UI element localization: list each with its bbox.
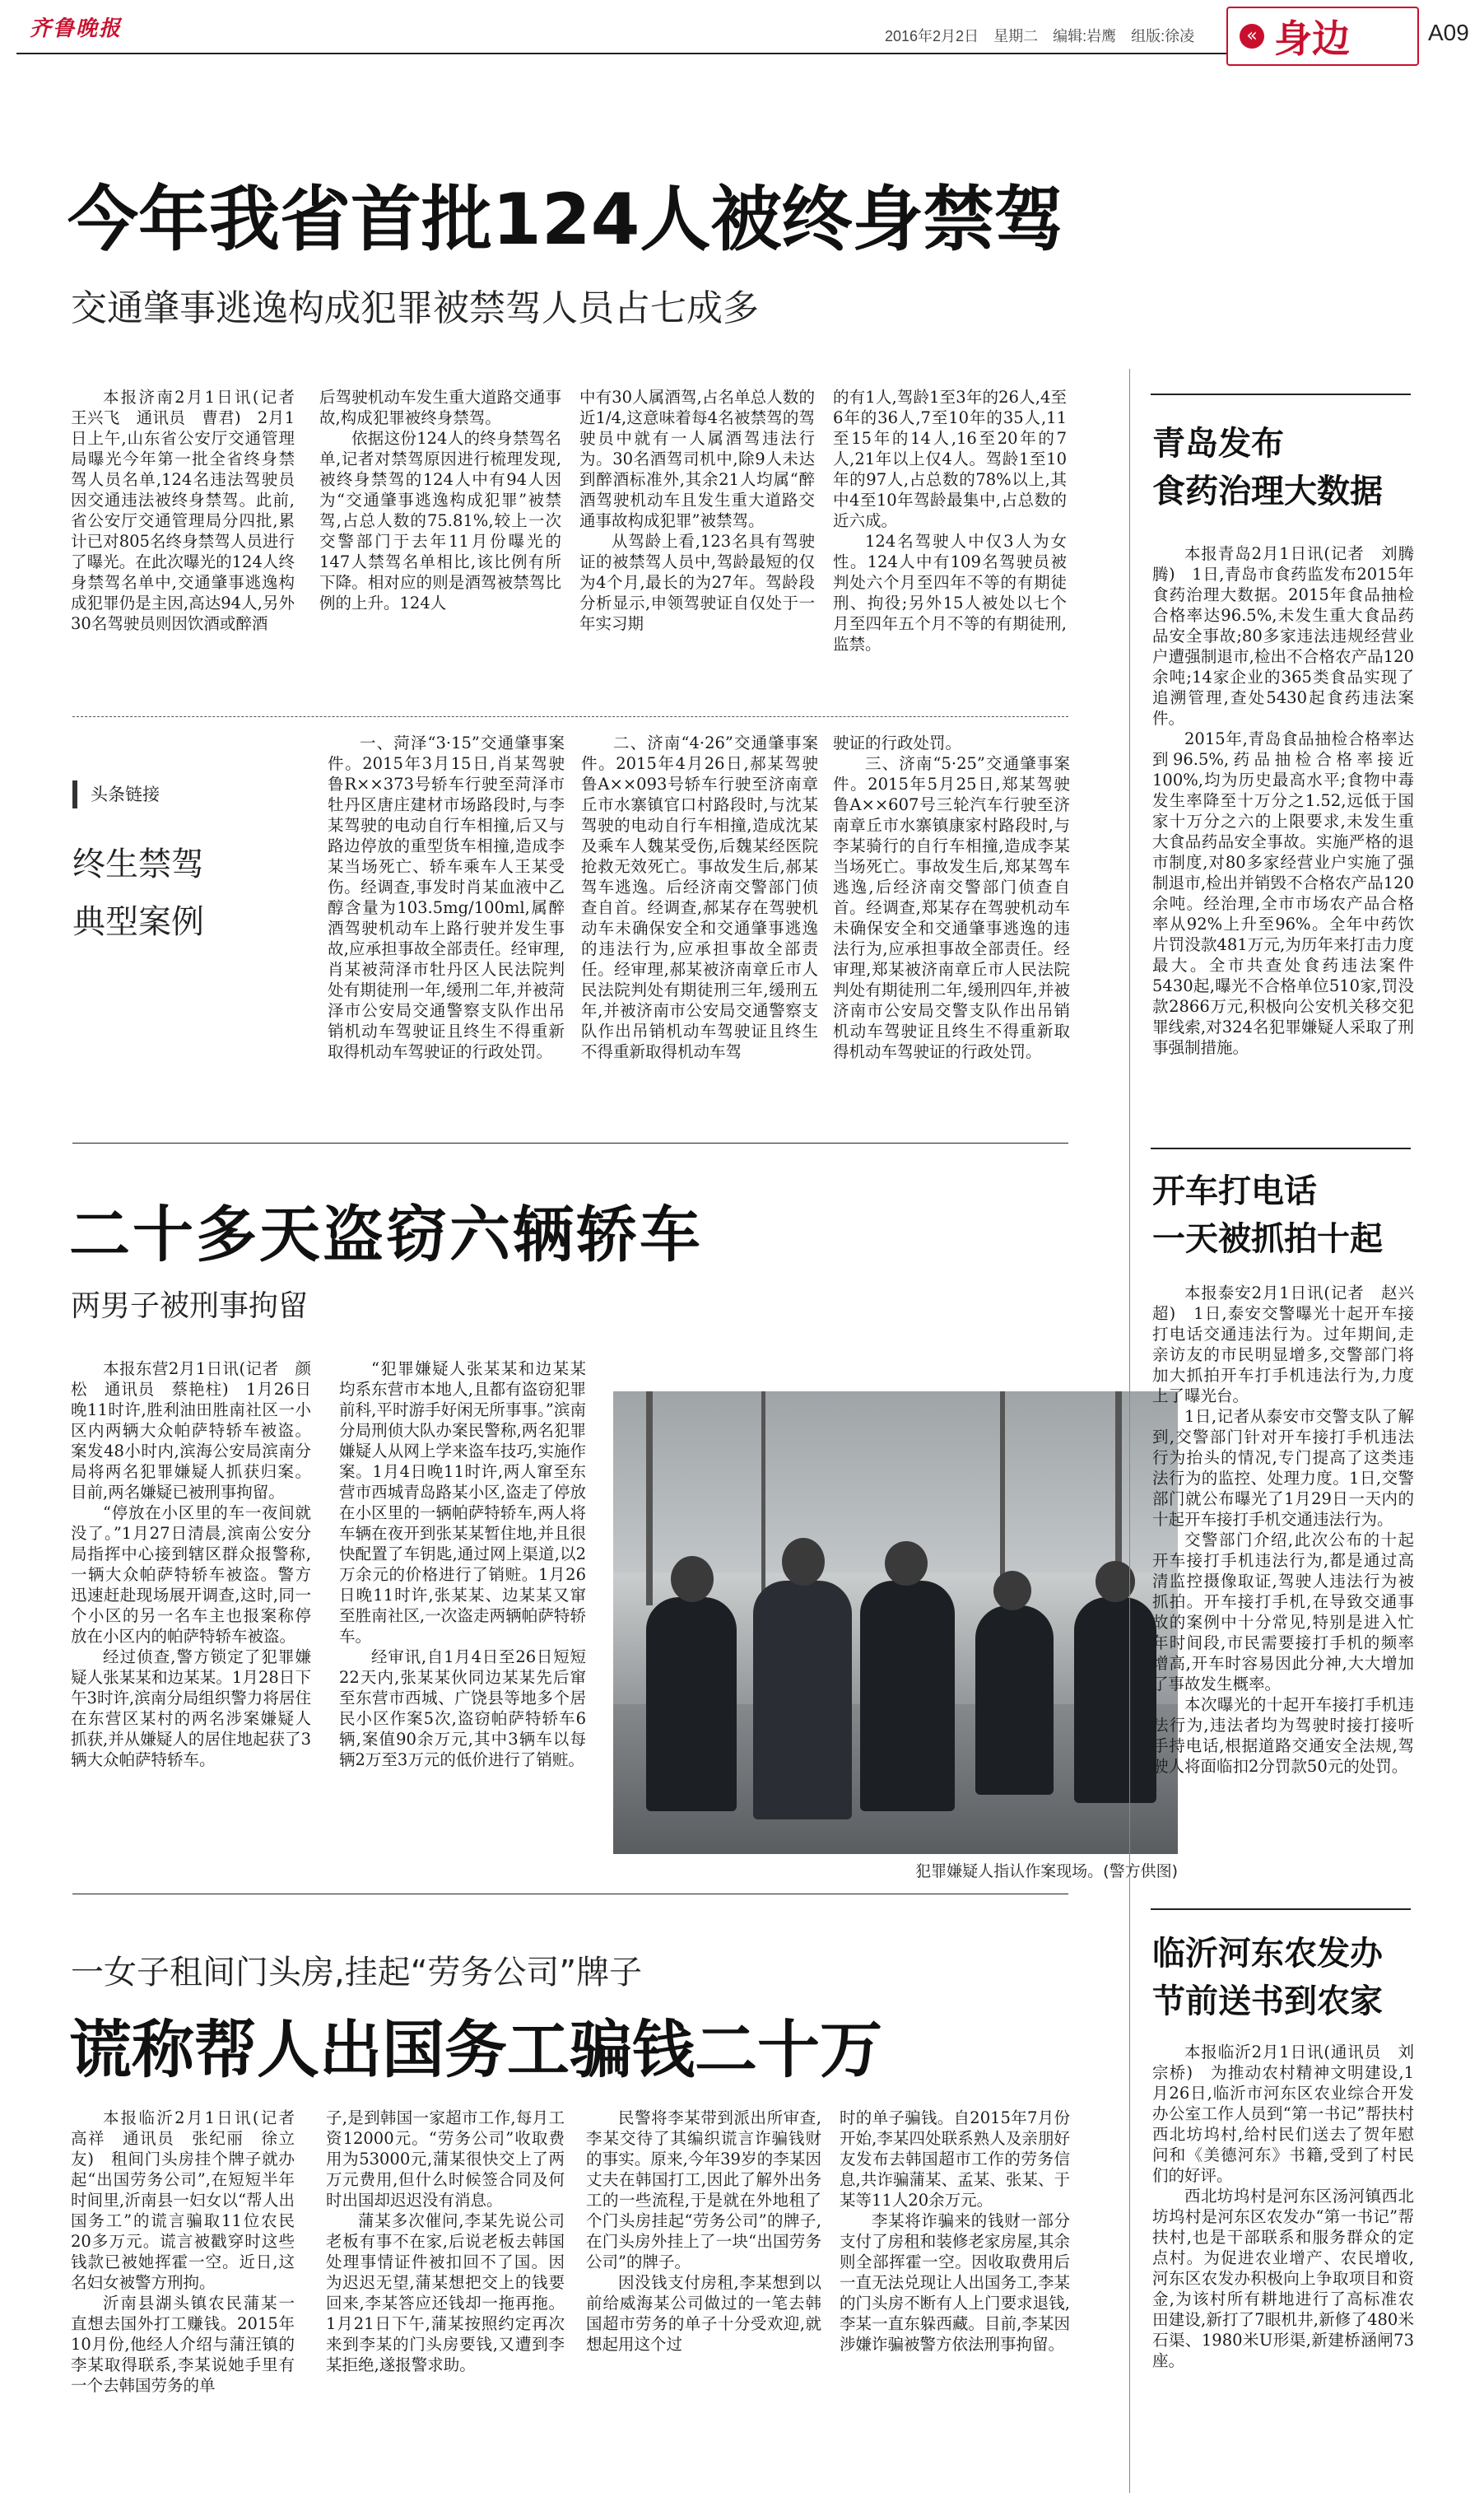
theft-paragraph: “停放在小区里的车一夜间就没了。”1月27日清晨,滨南公安分局指挥中心接到辖区群众报警称,一辆大众帕萨特轿车被盗。警方迅速赶赴现场展开调查,这时,同一个小区的另一名车主也报案称停放在小区内的帕萨特轿车被盗。 [71, 1503, 311, 1646]
fraud-paragraph: 李某将诈骗来的钱财一部分支付了房租和装修老家房屋,其余则全部挥霍一空。因收取费用后一直无法兑现让人出国务工,李某的门头房不断有人上门要求退钱,李某一直东躲西藏。目前,李某因涉嫌诈骗被警方依法刑事拘留。 [840, 2211, 1070, 2354]
section-tab [1226, 7, 1419, 66]
fraud-paragraph: 因没钱支付房租,李某想到以前给威海某公司做过的一笔去韩国超市劳务的单子十分受欢迎,就想起用这个过 [586, 2273, 821, 2354]
photo-head [671, 1556, 714, 1602]
case-col-1 [328, 733, 565, 1128]
header-meta: 2016年2月2日 星期二 编辑:岩鹰 组版:徐凌 [885, 28, 1195, 44]
theft-paragraph: 本报东营2月1日讯(记者 颜松 通讯员 蔡艳柱) 1月26日晚11时许,胜利油田胜南社区一小区内两辆大众帕萨特轿车被盗。案发48小时内,滨海公安局滨南分局将两名犯罪嫌疑人抓获归案。目前,两名嫌疑已被刑事拘留。 [71, 1359, 311, 1502]
section-rule [72, 1143, 1068, 1144]
lead-col-1 [71, 387, 311, 642]
theft-paragraph: “犯罪嫌疑人张某某和边某某均系东营市本地人,且都有盗窃犯罪前科,平时游手好闲无所事事。”滨南分局刑侦大队办案民警称,两名犯罪嫌疑人从网上学来盗车技巧,实施作案。1月4日晚11时许,两人窜至东营市西城青岛路某小区,盗走了停放在小区里的一辆帕萨特轿车,两人将车辆在夜开到张某某暂住地,并且很快配置了车钥匙,通过网上渠道,以2万余元的价格进行了销赃。1月26日晚11时许,张某某、边某某又窜至胜南社区,一次盗走两辆帕萨特轿车。 [339, 1359, 586, 1646]
photo-head [993, 1571, 1031, 1610]
fraud-paragraph: 民警将李某带到派出所审查,李某交待了其编织谎言诈骗钱财的事实。原来,今年39岁的李某因丈夫在韩国打工,因此了解外出务工的一些流程,于是就在外地租了个门头房挂起“劳务公司”的牌子,在门头房外挂上了一块“出国劳务公司”的牌子。 [586, 2108, 821, 2271]
sidebar-paragraph: 本报青岛2月1日讯(记者 刘腾腾) 1日,青岛市食药监发布2015年食药治理大数据。2015年食品抽检合格率达96.5%,未发生重大食品药品安全事故;80多家违法违规经营业户遭强制退市,检出不合格农产品120余吨;14家企业的365类食品实现了追溯管理,查处5430起食药违法案件。 [1152, 544, 1414, 728]
chevron-left-icon: « [1240, 24, 1264, 49]
fraud-col-2 [326, 2108, 565, 2495]
photo-tree [761, 1391, 765, 1605]
sidebar-rule [1151, 1908, 1411, 1910]
fraud-kicker: 一女子租间门头房,挂起“劳务公司”牌子 [71, 1954, 643, 1992]
sidebar-title-line: 节前送书到农家 [1152, 1982, 1383, 2020]
case-paragraph: 三、济南“5·25”交通肇事案件。2015年5月25日,郑某驾驶鲁A××607号三轮汽车行驶至济南章丘市水寨镇康家村路段时,与李某骑行的自行车相撞,造成李某当场死亡。事故发生后,郑某驾车逃逸,后经济南交警部门侦查自首。经调查,郑某存在驾驶机动车未确保安全和交通肇事逃逸的违法行为,应承担事故全部责任。经审理,郑某被济南章丘市人民法院判处有期徒刑二年,缓刑四年,并被济南市公安局交警支队作出吊销机动车驾驶证且终生不得重新取得机动车驾驶证的行政处罚。 [833, 754, 1070, 1061]
cases-title-line: 终生禁驾 [72, 846, 204, 883]
fraud-headline: 谎称帮人出国务工骗钱二十万 [69, 2013, 882, 2086]
case-paragraph: 二、济南“4·26”交通肇事案件。2015年4月26日,郝某驾驶鲁A××093号轿车行驶至济南章丘市水寨镇官口村路段时,与沈某驾驶的电动自行车相撞,造成沈某及乘车人魏某受伤,后魏某经医院抢救无效死亡。事故发生后,郝某驾车逃逸。后经济南交警部门侦查自首。经调查,郝某存在驾驶机动车未确保安全和交通肇事逃逸的违法行为,应承担事故全部责任。经审理,郝某被济南章丘市人民法院判处有期徒刑三年,缓刑五年,并被济南市公安局交通警察支队作出吊销机动车驾驶证且终生不得重新取得机动车驾 [581, 734, 818, 1061]
fraud-paragraph: 子,是到韩国一家超市工作,每月工资12000元。“劳务公司”收取费用为53000元,蒲某很快交上了两万元费用,但什么时候签合同及何时出国却迟迟没有消息。 [326, 2108, 565, 2210]
lead-headline: 今年我省首批124人被终身禁驾 [67, 179, 1065, 261]
news-photo [613, 1391, 1178, 1854]
sidebar-paragraph: 本报泰安2月1日讯(记者 赵兴超) 1日,泰安交警曝光十起开车接打电话交通违法行为。过年期间,走亲访友的市民明显增多,交警部门将加大抓拍开车打手机违法行为,力度上了曝光台。 [1152, 1283, 1414, 1405]
case-paragraph: 驶证的行政处罚。 [833, 734, 962, 752]
sidebar-story-body [1152, 2042, 1414, 2490]
lead-paragraph: 后驾驶机动车发生重大道路交通事故,构成犯罪被终身禁驾。 [319, 388, 561, 427]
sidebar-paragraph: 本次曝光的十起开车接打手机违法行为,违法者均为驾驶时接打接听手持电话,根据道路交通安全法规,驾驶人将面临扣2分罚款50元的处罚。 [1152, 1695, 1414, 1776]
theft-subheadline: 两男子被刑事拘留 [71, 1289, 309, 1323]
lead-paragraph: 中有30人属酒驾,占名单总人数的近1/4,这意味着每4名被禁驾的驾驶员中就有一人属酒驾违法行为。30名酒驾司机中,除9人未达到醉酒标准外,其余21人均属“醉酒驾驶机动车且发生重大道路交通事故构成犯罪”被禁驾。 [579, 388, 815, 530]
header-rule [16, 53, 1226, 54]
sidebar-paragraph: 2015年,青岛食品抽检合格率达到96.5%,药品抽检合格率接近100%,均为历史最高水平;食物中毒发生率降至十万分之1.52,远低于国家十万分之六的上限要求,未发生重大食品药品安全事故。实施严格的退市制度,对80多家经营业户实施了强制退市,检出并销毁不合格农产品120余吨。经治理,全市市场农产品合格率从92%上升至96%。全年中药饮片罚没款481万元,为历年来打击力度最大。全市共查处食药违法案件5430起,曝光不合格单位510家,罚没款2866万元,积极向公安机关移交犯罪线索,对324名犯罪嫌疑人采取了刑事强制措施。 [1152, 729, 1414, 1057]
sidebar-story-title [1152, 420, 1383, 515]
theft-headline: 二十多天盗窃六辆轿车 [69, 1200, 703, 1270]
case-col-2 [581, 733, 818, 1128]
sidebar-story-title [1152, 1930, 1383, 2025]
lead-col-3 [579, 387, 815, 683]
lead-paragraph: 124名驾驶人中仅3人为女性。124人中有109名驾驶员被判处六个月至四年不等的有期徒刑、拘役;另外15人被处以七个月至四年五个月不等的有期徒刑,监禁。 [833, 532, 1067, 654]
lead-paragraph: 的有1人,驾龄1至3年的26人,4至6年的36人,7至10年的35人,11至15年的14人,16至20年的7人,21年以上仅4人。驾龄1至10年的97人,占总数的78%以上,其中4至10年驾龄最集中,占总数的近六成。 [833, 388, 1067, 530]
sidebar-rule [1151, 1148, 1411, 1149]
lead-col-2 [319, 387, 561, 683]
photo-caption: 犯罪嫌疑人指认作案现场。(警方供图) [915, 1862, 1178, 1880]
related-link-tag: 头条链接 [72, 780, 173, 808]
photo-officer [975, 1605, 1054, 1795]
photo-officer [646, 1597, 737, 1811]
sidebar-divider [1129, 369, 1130, 2493]
sidebar-title-line: 食药治理大数据 [1152, 473, 1383, 510]
fraud-paragraph: 沂南县湖头镇农民蒲某一直想去国外打工赚钱。2015年10月份,他经人介绍与蒲汪镇的李某取得联系,李某说她手里有一个去韩国劳务的单 [71, 2294, 295, 2395]
cases-title [72, 836, 204, 951]
masthead: 齐鲁晚报 [30, 16, 123, 41]
fraud-paragraph: 本报临沂2月1日讯(记者 高祥 通讯员 张纪丽 徐立友) 租间门头房挂个牌子就办起“出国劳务公司”,在短短半年时间里,沂南县一妇女以“帮人出国务工”的谎言骗取11位农民20多万元。谎言被戳穿时这些钱款已被她挥霍一空。近日,这名妇女被警方刑拘。 [71, 2108, 311, 2292]
fraud-col-1 [71, 2108, 311, 2495]
photo-officer [860, 1581, 955, 1811]
sidebar-title-line: 一天被抓拍十起 [1152, 1220, 1383, 1258]
fraud-paragraph: 蒲某多次催问,李某先说公司老板有事不在家,后说老板去韩国处理事情证件被扣回不了国。因为迟迟无望,蒲某想把交上的钱要回来,李某答应还钱却一拖再拖。1月21日下午,蒲某按照约定再次来到李某的门头房要钱,又遭到李某拒绝,遂报警求助。 [326, 2211, 565, 2374]
lead-paragraph: 依据这份124人的终身禁驾名单,记者对禁驾原因进行梳理发现,被终身禁驾的124人中有94人因为“交通肇事逃逸构成犯罪”被禁驾,占总人数的75.81%,较上一次交警部门于去年11月份曝光的147人禁驾名单相比,该比例有所下降。相对应的则是酒驾被禁驾比例的上升。124人 [319, 429, 561, 613]
photo-head [782, 1538, 825, 1586]
photo-suspect [753, 1581, 852, 1819]
sidebar-story-body [1152, 1283, 1414, 1875]
case-col-3 [833, 733, 1070, 1128]
theft-paragraph: 经审讯,自1月4日至26日短短22天内,张某某伙同边某某先后窜至东营市西城、广饶县等地多个居民小区作案5次,盗窃帕萨特轿车6辆,案值90余万元,其中3辆车以每辆2万至3万元的低价进行了销赃。 [339, 1647, 586, 1769]
sidebar-title-line: 临沂河东农发办 [1152, 1935, 1383, 1973]
sidebar-paragraph: 1日,记者从泰安市交警支队了解到,交警部门针对开车接打手机违法行为抬头的情况,专门提高了这类违法行为的监控、处理力度。1日,交警部门就公布曝光了1月29日一天内的十起开车接打手机交通违法行为。 [1152, 1407, 1414, 1529]
sidebar-rule [1151, 394, 1411, 395]
photo-head [885, 1541, 928, 1586]
lead-col-4 [833, 387, 1067, 683]
lead-paragraph: 从驾龄上看,123名具有驾驶证的被禁驾人员中,驾龄最短的仅为4个月,最长的为27年。驾龄段分析显示,申领驾驶证自仅处于一年实习期 [579, 532, 815, 633]
case-paragraph: 一、菏泽“3·15”交通肇事案件。2015年3月15日,肖某驾驶鲁R××373号轿车行驶至菏泽市牡丹区唐庄建材市场路段时,与李某驾驶的电动自行车相撞,后又与路边停放的重型货车相撞,造成李某当场死亡、轿车乘车人王某受伤。经调查,事发时肖某血液中乙醇含量为103.5mg/100ml,属醉酒驾驶机动车上路行驶并发生事故,应承担事故全部责任。经审理,肖某被菏泽市牡丹区人民法院判处有期徒刑一年,缓刑二年,并被菏泽市公安局交通警察支队作出吊销机动车驾驶证且终生不得重新取得机动车驾驶证的行政处罚。 [328, 734, 565, 1061]
theft-col-2 [339, 1358, 586, 1852]
sidebar-story-body [1152, 543, 1414, 1169]
sidebar-paragraph: 西北坊坞村是河东区汤河镇西北坊坞村是河东区农发办“第一书记”帮扶村,也是干部联系和服务群众的定点村。为促进农业增产、农民增收,河东区农发办积极向上争取项目和资金,为该村所有耕地进行了高标准农田建设,新打了7眼机井,新修了480米石渠、1980米U形渠,新建桥涵闸73座。 [1152, 2187, 1414, 2370]
theft-paragraph: 经过侦查,警方锁定了犯罪嫌疑人张某某和边某某。1月28日下午3时许,滨南分局组织警力将居住在东营区某村的两名涉案嫌疑人抓获,并从嫌疑人的居住地起获了3辆大众帕萨特轿车。 [71, 1647, 311, 1769]
theft-col-1 [71, 1358, 311, 1852]
box-divider [72, 716, 1068, 717]
sidebar-title-line: 青岛发布 [1152, 425, 1284, 463]
lead-paragraph: 本报济南2月1日讯(记者 王兴飞 通讯员 曹君) 2月1日上午,山东省公安厅交通管理局曝光今年第一批全省终身禁驾人员名单,124名违法驾驶员因交通违法被终身禁驾。此前,省公安厅交通管理局分四批,累计已对805名终身禁驾人员进行了曝光。在此次曝光的124人终身禁驾名单中,交通肇事逃逸构成犯罪仍是主因,高达94人,另外30名驾驶员则因饮酒或醉酒 [71, 388, 311, 633]
sidebar-title-line: 开车打电话 [1152, 1172, 1317, 1210]
fraud-paragraph: 时的单子骗钱。自2015年7月份开始,李某四处联系熟人及亲朋好友发布去韩国超市工作的劳务信息,共诈骗蒲某、孟某、张某、于某等11人20余万元。 [840, 2108, 1070, 2210]
sidebar-paragraph: 交警部门介绍,此次公布的十起开车接打手机违法行为,都是通过高清监控摄像取证,驾驶人违法行为被抓拍。开车接打手机,在导致交通事故的案例中十分常见,特别是进入忙年时间段,市民需要接打手机的频率增高,开车时容易因此分神,大大增加了事故发生概率。 [1152, 1530, 1414, 1693]
section-name: 身边 [1274, 16, 1350, 61]
sidebar-story-title [1152, 1167, 1383, 1263]
photo-officer [1074, 1597, 1156, 1803]
fraud-col-4 [840, 2108, 1070, 2495]
photo-tree [646, 1391, 653, 1605]
cases-title-line: 典型案例 [72, 903, 204, 941]
fraud-col-3 [586, 2108, 821, 2495]
lead-subheadline: 交通肇事逃逸构成犯罪被禁驾人员占七成多 [71, 287, 759, 329]
page-number: A09 [1428, 20, 1469, 45]
sidebar-paragraph: 本报临沂2月1日讯(通讯员 刘宗桥) 为推动农村精神文明建设,1月26日,临沂市河东区农业综合开发办公室工作人员到“第一书记”帮扶村西北坊坞村,给村民们送去了贺年慰问和《美德河东》书籍,受到了村民们的好评。 [1152, 2043, 1414, 2185]
